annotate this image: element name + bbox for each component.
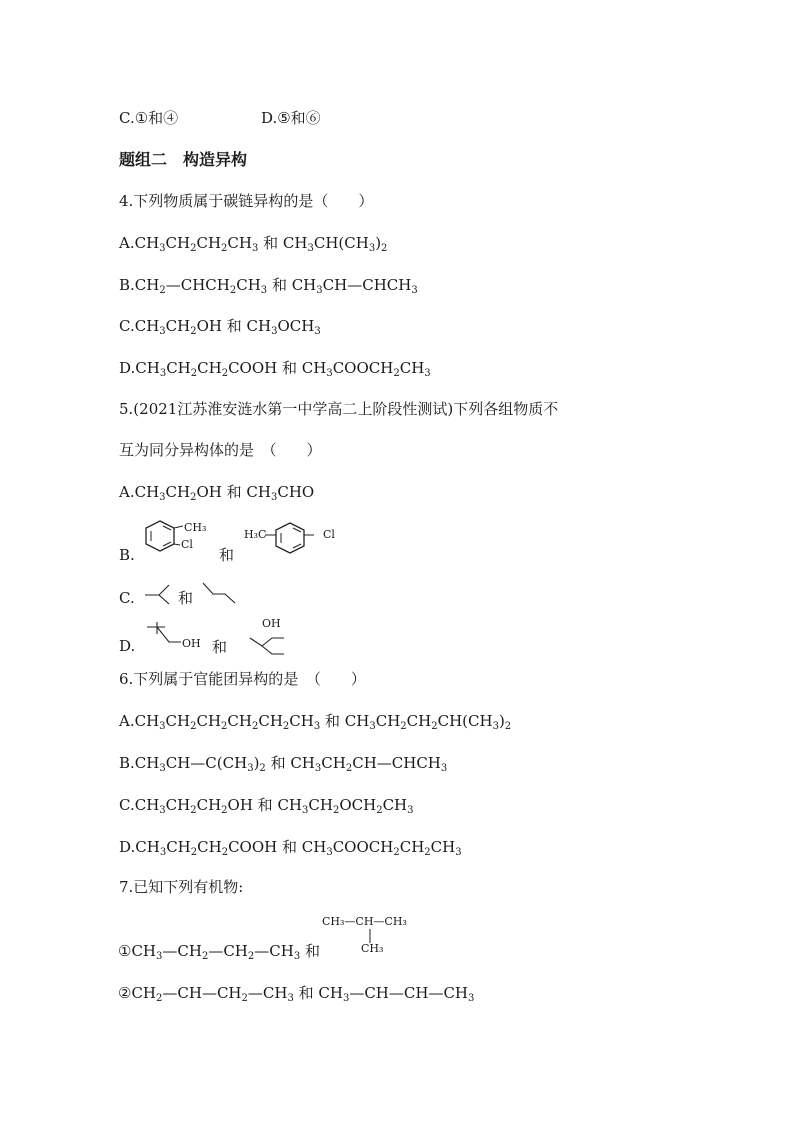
q5-b-label: B. — [119, 546, 135, 564]
q5-d-and: 和 — [212, 638, 228, 656]
q4-d-label: D. — [119, 359, 136, 377]
q5-stem-line2: 互为同分异构体的是 （ ） — [119, 441, 322, 459]
q6-option-b: $B.CH_3CH—C(CH_3)_2$ 和 $CH_3CH_2CH—CHCH_3$ — [119, 754, 448, 774]
q5-b-left-ch3: CH₃ — [184, 521, 207, 534]
q7-branch-bond — [367, 929, 373, 943]
q3-option-d: D.⑤和⑥ — [260, 109, 321, 127]
section-title: 题组二 构造异构 — [119, 150, 248, 169]
q5-d-right-oh: OH — [262, 617, 281, 630]
q7-item1-label: ① — [118, 942, 132, 960]
q6-c-label: C. — [119, 796, 135, 814]
q5-c-and: 和 — [178, 589, 194, 607]
q5-d-right-structure — [244, 628, 288, 664]
q5-d-left-oh: OH — [182, 637, 201, 650]
q5-stem-line1: 5.(2021江苏淮安涟水第一中学高二上阶段性测试)下列各组物质不 — [119, 400, 559, 418]
q3-option-c: C.①和④ — [119, 109, 179, 127]
q4-b-label: B. — [119, 276, 135, 294]
q4-option-b: $B.CH_2—CHCH_2CH_3$ 和 $CH_3CH—CHCH_3$ — [119, 276, 418, 296]
q7-item1-and: 和 — [304, 942, 320, 960]
q7-branch-bottom: CH₃ — [361, 942, 384, 955]
q6-a-label: A. — [119, 712, 135, 730]
q4-c-label: C. — [119, 317, 135, 335]
q5-b-right-h3c: H₃C — [244, 528, 267, 541]
q4-option-c: $C.CH_3CH_2OH$ 和 $CH_3OCH_3$ — [119, 317, 321, 337]
q5-c-left-structure — [143, 580, 177, 606]
q6-option-d: $D.CH_3CH_2CH_2COOH$ 和 $CH_3COOCH_2CH_2CH_3$ — [119, 838, 462, 858]
q6-b-label: B. — [119, 754, 135, 772]
q6-stem: 6.下列属于官能团异构的是 （ ） — [119, 670, 366, 688]
q7-item-1: $①CH_3—CH_2—CH_2—CH_3$ 和 — [118, 942, 320, 962]
q5-b-and: 和 — [219, 546, 235, 564]
q4-option-d: $D.CH_3CH_2CH_2COOH$ 和 $CH_3COOCH_2CH_3$ — [119, 359, 431, 379]
q6-option-a: $A.CH_3CH_2CH_2CH_2CH_2CH_3$ 和 $CH_3CH_2CH_2CH(CH_3)_2$ — [119, 712, 512, 732]
q7-item2-label: ② — [118, 984, 132, 1002]
q5-d-left-structure — [143, 620, 183, 654]
q4-option-a: $A.CH_3CH_2CH_2CH_3$ 和 $CH_3CH(CH_3)_2$ — [119, 234, 388, 254]
q5-c-right-structure — [200, 580, 238, 606]
q5-b-right-structure — [260, 518, 340, 564]
q5-b-right-cl: Cl — [323, 528, 335, 541]
q5-option-a: $A.CH_3CH_2OH$ 和 $CH_3CHO$ — [119, 483, 315, 503]
q7-item-2: $②CH_2—CH—CH_2—CH_3$ 和 $CH_3—CH—CH—CH_3$ — [118, 984, 475, 1004]
q5-d-label: D. — [119, 637, 136, 655]
q6-d-label: D. — [119, 838, 136, 856]
q3-options-row — [119, 108, 321, 128]
q7-item2-and: 和 — [298, 984, 314, 1002]
q4-stem: 4.下列物质属于碳链异构的是（ ） — [119, 192, 374, 210]
q4-a-label: A. — [119, 234, 135, 252]
q5-c-label: C. — [119, 589, 135, 607]
q7-branch-top: CH₃—CH—CH₃ — [322, 915, 407, 928]
q7-stem: 7.已知下列有机物: — [119, 878, 244, 896]
q6-option-c: $C.CH_3CH_2CH_2OH$ 和 $CH_3CH_2OCH_2CH_3$ — [119, 796, 414, 816]
q5-b-left-cl: Cl — [181, 538, 193, 551]
q5-a-label: A. — [119, 483, 135, 501]
